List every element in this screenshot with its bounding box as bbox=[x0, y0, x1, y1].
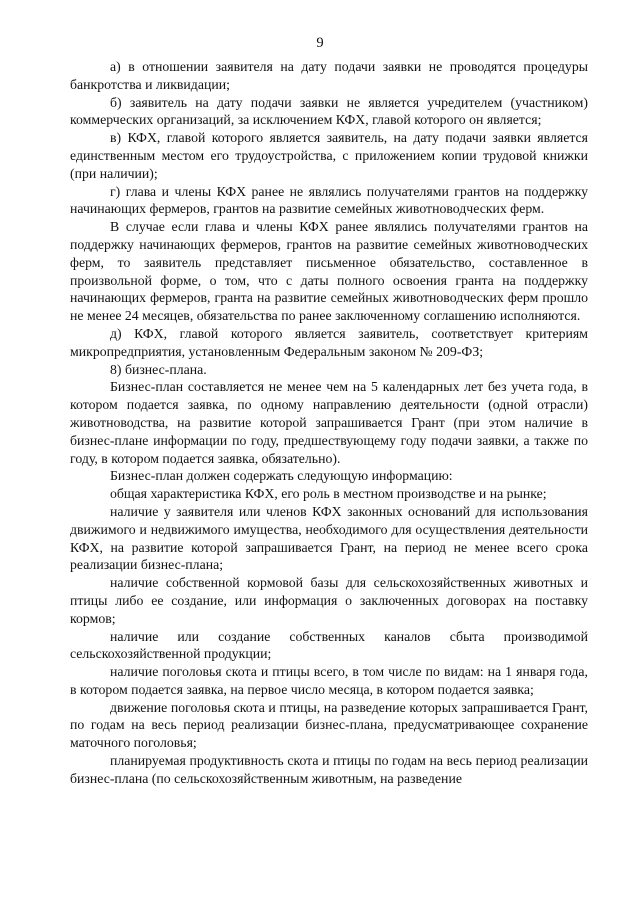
list-item-planned-productivity: планируемая продуктивность скота и птицы по годам на весь период реализации бизнес-плана (по сельскохозяйственным животным, на разведение bbox=[70, 753, 588, 786]
list-item-sales-channels: наличие или создание собственных каналов сбыта производимой сельскохозяйственной продукции; bbox=[70, 628, 588, 662]
list-item-feed-base: наличие собственной кормовой базы для сельскохозяйственных животных и птицы либо ее создание, или информация о заключенных договорах на поставку кормов; bbox=[70, 575, 588, 626]
paragraph-business-plan-duration: Бизнес-план составляется не менее чем на 5 календарных лет без учета года, в котором подается заявка, по одному направлению деятельности (одной отрасли) животноводства, на развитие которой запрашивается Грант (при этом наличие в бизнес-плане информации по году, предшествующему году подачи заявки, а также по году, в котором подается заявка, обязательно). bbox=[70, 379, 588, 466]
paragraph-g-prior-grants: г) глава и члены КФХ ранее не являлись получателями грантов на поддержку начинающих фермеров, грантов на развитие семейных животноводческих ферм. bbox=[70, 183, 588, 217]
document-body bbox=[70, 58, 588, 788]
paragraph-v-employment: в) КФХ, главой которого является заявитель, на дату подачи заявки является единственным местом его трудоустройства, с приложением копии трудовой книжки (при наличии); bbox=[70, 130, 588, 181]
paragraph-8-business-plan: 8) бизнес-плана. bbox=[110, 361, 207, 377]
paragraph-d-microenterprise: д) КФХ, главой которого является заявитель, соответствует критериям микропредприятия, установленным Федеральным законом № 209-ФЗ; bbox=[70, 325, 588, 359]
page-number: 9 bbox=[316, 35, 324, 51]
paragraph-business-plan-contents-intro: Бизнес-план должен содержать следующую информацию: bbox=[110, 468, 453, 484]
paragraph-prior-grant-obligation: В случае если глава и члены КФХ ранее являлись получателями грантов на поддержку начинающих фермеров, грантов на развитие семейных животноводческих ферм, то заявитель представляет письменное обязательство, составленное в произвольной форме, о том, что с даты полного освоения гранта на поддержку начинающих фермеров, гранта на развитие семейных животноводческих ферм прошло не менее 24 месяцев, обязательства по ранее заключенному соглашению исполняются. bbox=[70, 219, 588, 324]
list-item-general-characteristics: общая характеристика КФХ, его роль в местном производстве и на рынке; bbox=[110, 486, 547, 502]
list-item-livestock-movement: движение поголовья скота и птицы, на разведение которых запрашивается Грант, по годам на весь период реализации бизнес-плана, предусматривающее сохранение маточного поголовья; bbox=[70, 699, 588, 751]
list-item-livestock-count: наличие поголовья скота и птицы всего, в том числе по видам: на 1 января года, в котором подается заявка, на первое число месяца, в котором подается заявка; bbox=[70, 664, 588, 697]
paragraph-b-founder: б) заявитель на дату подачи заявки не является учредителем (участником) коммерческих организаций, за исключением КФХ, главой которого он является; bbox=[70, 94, 588, 128]
list-item-property-grounds: наличие у заявителя или членов КФХ законных оснований для использования движимого и недвижимого имущества, необходимого для осуществления деятельности КФХ, на развитие которой запрашивается Грант, на период не менее всего срока реализации бизнес-плана; bbox=[70, 503, 588, 573]
paragraph-a-bankruptcy: а) в отношении заявителя на дату подачи заявки не проводятся процедуры банкротства и ликвидации; bbox=[70, 59, 588, 92]
